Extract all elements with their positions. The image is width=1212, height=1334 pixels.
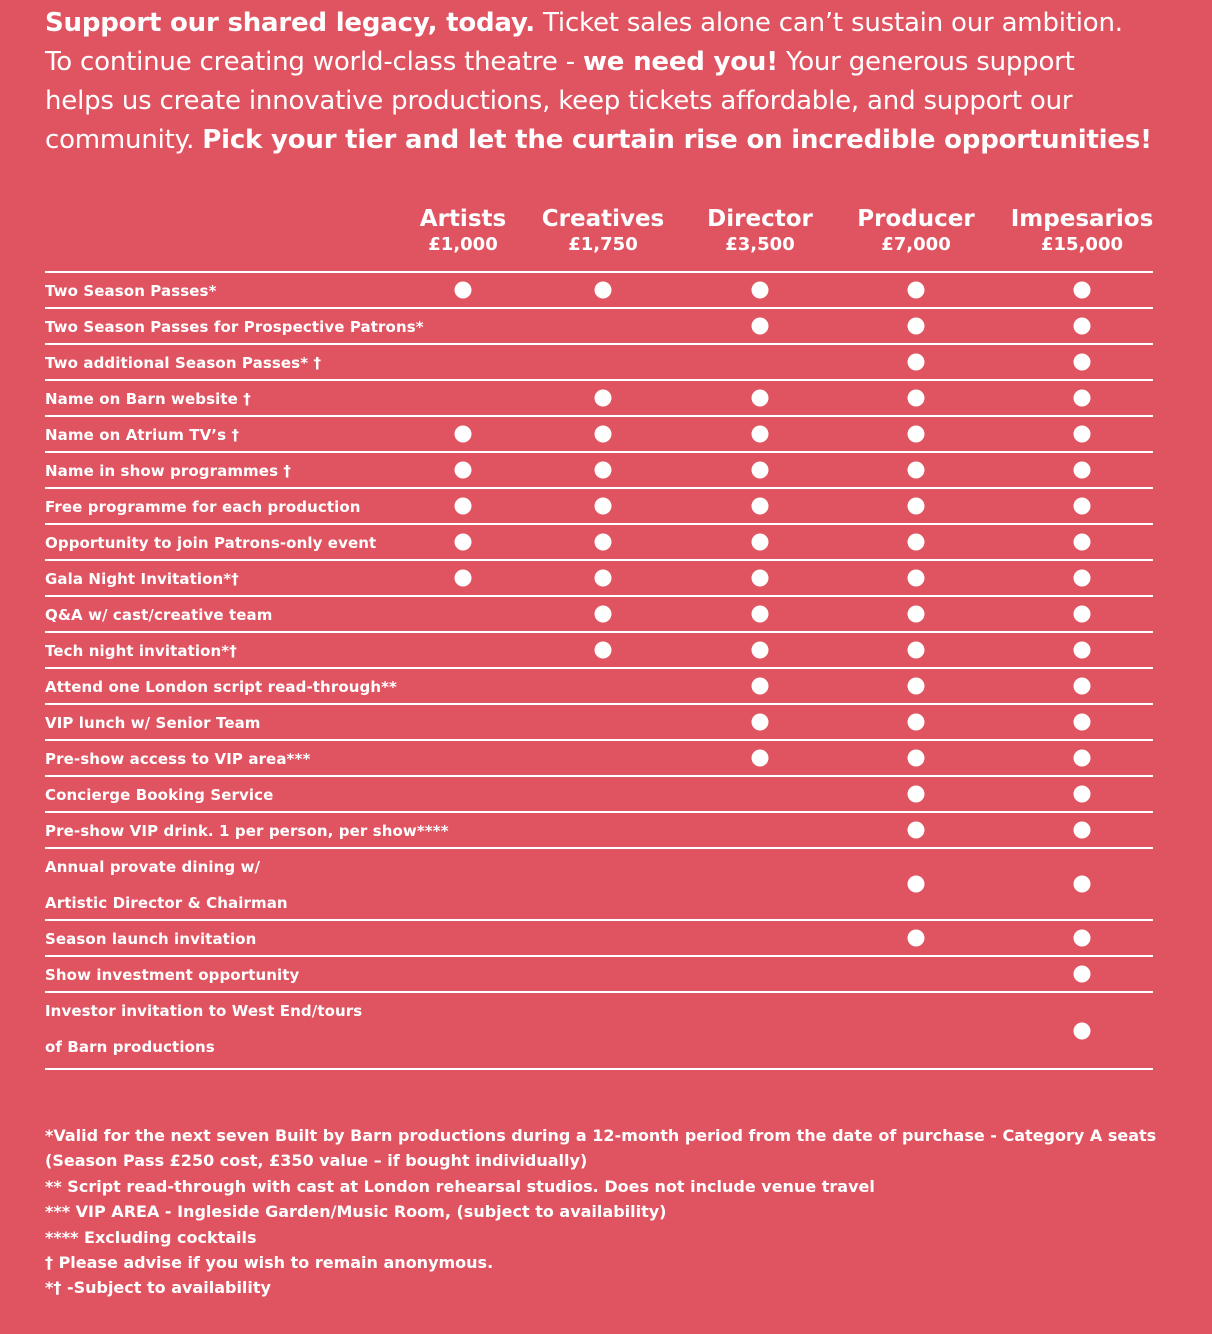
tier-price: £15,000 [1041,234,1123,255]
intro-line [45,43,1175,82]
included-dot-icon [752,426,769,443]
tier-name: Director [707,206,813,232]
benefit-label-line: Opportunity to join Patrons-only event [45,534,377,552]
benefit-label-line: Two additional Season Passes* † [45,354,322,372]
benefit-label-line: Two Season Passes* [45,282,217,300]
table-row [45,633,1153,669]
included-dot-icon [595,426,612,443]
benefit-label [45,669,397,696]
benefit-label [45,921,256,948]
tier-price: £3,500 [725,234,795,255]
included-dot-icon [1074,462,1091,479]
included-dot-icon [1074,390,1091,407]
included-dot-icon [1074,534,1091,551]
table-row [45,669,1153,705]
table-row [45,741,1153,777]
included-dot-icon [908,714,925,731]
included-dot-icon [1074,786,1091,803]
benefit-label-line: Name on Barn website † [45,390,251,408]
included-dot-icon [1074,1022,1091,1039]
benefit-label-line: Investor invitation to West End/tours [45,1002,363,1020]
included-dot-icon [908,426,925,443]
included-dot-icon [455,570,472,587]
included-dot-icon [1074,498,1091,515]
included-dot-icon [908,930,925,947]
tier-name: Creatives [541,206,665,232]
tier-header [1011,205,1154,257]
included-dot-icon [1074,606,1091,623]
intro-line [45,4,1175,43]
benefit-label-line: Concierge Booking Service [45,786,274,804]
benefit-label-line: Name in show programmes † [45,462,292,480]
intro-emphasis: Pick your tier and let the curtain rise on incredible opportunities! [202,125,1152,155]
benefit-label-line: Two Season Passes for Prospective Patrons* [45,318,424,336]
table-row [45,309,1153,345]
included-dot-icon [752,462,769,479]
intro-text [45,4,1175,160]
benefit-label-line: Show investment opportunity [45,966,300,984]
footnote: *Valid for the next seven Built by Barn productions during a 12-month period from the date of purchase - Category A seats [45,1126,1157,1145]
table-row [45,993,1153,1070]
table-row [45,561,1153,597]
included-dot-icon [455,282,472,299]
benefit-label-line: Pre-show access to VIP area*** [45,750,311,768]
table-row [45,597,1153,633]
included-dot-icon [908,534,925,551]
included-dot-icon [908,390,925,407]
benefit-label [45,309,424,336]
table-row [45,957,1153,993]
included-dot-icon [595,642,612,659]
benefit-label [45,561,239,588]
benefit-label-line: Pre-show VIP drink. 1 per person, per show**** [45,822,449,840]
intro-emphasis: we need you! [582,47,778,77]
included-dot-icon [908,606,925,623]
benefit-label-line: Free programme for each production [45,498,361,516]
benefit-label-line: VIP lunch w/ Senior Team [45,714,261,732]
included-dot-icon [752,282,769,299]
benefit-label-line: Annual provate dining w/ [45,858,261,876]
included-dot-icon [455,462,472,479]
benefit-label [45,849,288,921]
included-dot-icon [595,606,612,623]
table-row [45,489,1153,525]
benefit-label-line: of Barn productions [45,1038,215,1056]
included-dot-icon [908,786,925,803]
benefit-label-line: Artistic Director & Chairman [45,894,288,912]
included-dot-icon [1074,570,1091,587]
benefit-label [45,705,261,732]
included-dot-icon [908,462,925,479]
footnote: **** Excluding cocktails [45,1227,257,1247]
intro-segment: Your generous support [777,47,1075,77]
benefit-label [45,813,449,840]
tier-header [420,205,506,257]
benefit-label-line: Name on Atrium TV’s † [45,426,240,444]
included-dot-icon [1074,876,1091,893]
benefit-label [45,777,273,804]
included-dot-icon [752,642,769,659]
benefit-label [45,633,237,660]
included-dot-icon [1074,318,1091,335]
intro-segment: To continue creating world-class theatre - [45,47,583,77]
benefit-label [45,345,321,372]
included-dot-icon [908,642,925,659]
intro-emphasis: Support our shared legacy, today. [45,8,535,38]
benefit-label [45,741,310,768]
table-row [45,705,1153,741]
benefit-label [45,381,251,408]
footnote: ** Script read-through with cast at London rehearsal studios. Does not include venue travel [45,1176,875,1196]
included-dot-icon [908,318,925,335]
included-dot-icon [1074,966,1091,983]
tier-header [857,205,974,257]
benefit-label [45,489,361,516]
tier-price: £7,000 [881,234,951,255]
included-dot-icon [1074,930,1091,947]
included-dot-icon [595,462,612,479]
included-dot-icon [1074,642,1091,659]
included-dot-icon [1074,750,1091,767]
table-row [45,921,1153,957]
intro-line [45,82,1175,121]
benefit-label-line: Gala Night Invitation*† [45,570,239,588]
intro-segment: Ticket sales alone can’t sustain our ambition. [534,8,1123,38]
benefit-label [45,417,239,444]
included-dot-icon [595,498,612,515]
table-row [45,345,1153,381]
included-dot-icon [595,282,612,299]
included-dot-icon [595,390,612,407]
benefit-label [45,453,291,480]
intro-line [45,121,1175,160]
tier-name: Artists [419,206,507,232]
included-dot-icon [908,750,925,767]
tier-name: Impesarios [1010,206,1154,232]
included-dot-icon [908,498,925,515]
table-row [45,777,1153,813]
table-row [45,813,1153,849]
footnote: *** VIP AREA - Ingleside Garden/Music Room, (subject to availability) [45,1202,667,1222]
footnote: (Season Pass £250 cost, £350 value – if bought individually) [45,1151,588,1171]
benefit-label [45,525,376,552]
table-row [45,525,1153,561]
included-dot-icon [752,318,769,335]
included-dot-icon [1074,714,1091,731]
benefit-label-line: Season launch invitation [45,930,257,948]
included-dot-icon [908,876,925,893]
included-dot-icon [752,570,769,587]
tier-price: £1,000 [428,234,498,255]
included-dot-icon [908,570,925,587]
included-dot-icon [455,534,472,551]
benefit-label-line: Q&A w/ cast/creative team [45,606,273,624]
table-row [45,417,1153,453]
benefit-label [45,273,217,300]
benefits-table [45,271,1153,1070]
footnotes [45,1123,1165,1301]
included-dot-icon [752,714,769,731]
table-row [45,273,1153,309]
included-dot-icon [752,390,769,407]
tier-name: Producer [857,206,975,232]
intro-segment: helps us create innovative productions, keep tickets affordable, and support our [45,86,1073,116]
included-dot-icon [595,534,612,551]
included-dot-icon [595,570,612,587]
included-dot-icon [455,498,472,515]
included-dot-icon [752,606,769,623]
tier-header [542,205,665,257]
included-dot-icon [908,282,925,299]
included-dot-icon [752,678,769,695]
included-dot-icon [1074,678,1091,695]
footnote: † Please advise if you wish to remain anonymous. [45,1253,494,1273]
included-dot-icon [1074,354,1091,371]
included-dot-icon [1074,426,1091,443]
table-row [45,381,1153,417]
included-dot-icon [752,534,769,551]
included-dot-icon [1074,282,1091,299]
included-dot-icon [908,678,925,695]
benefit-label [45,597,272,624]
benefit-label [45,957,299,984]
intro-segment: community. [45,125,203,155]
benefit-label-line: Attend one London script read-through** [45,678,398,696]
tier-header [707,205,813,257]
included-dot-icon [908,822,925,839]
included-dot-icon [908,354,925,371]
included-dot-icon [752,498,769,515]
table-row [45,849,1153,921]
benefit-label-line: Tech night invitation*† [45,642,237,660]
benefit-label [45,993,362,1065]
table-row [45,453,1153,489]
footnote: *† -Subject to availability [45,1278,271,1298]
included-dot-icon [752,750,769,767]
included-dot-icon [455,426,472,443]
included-dot-icon [1074,822,1091,839]
tier-price: £1,750 [568,234,638,255]
